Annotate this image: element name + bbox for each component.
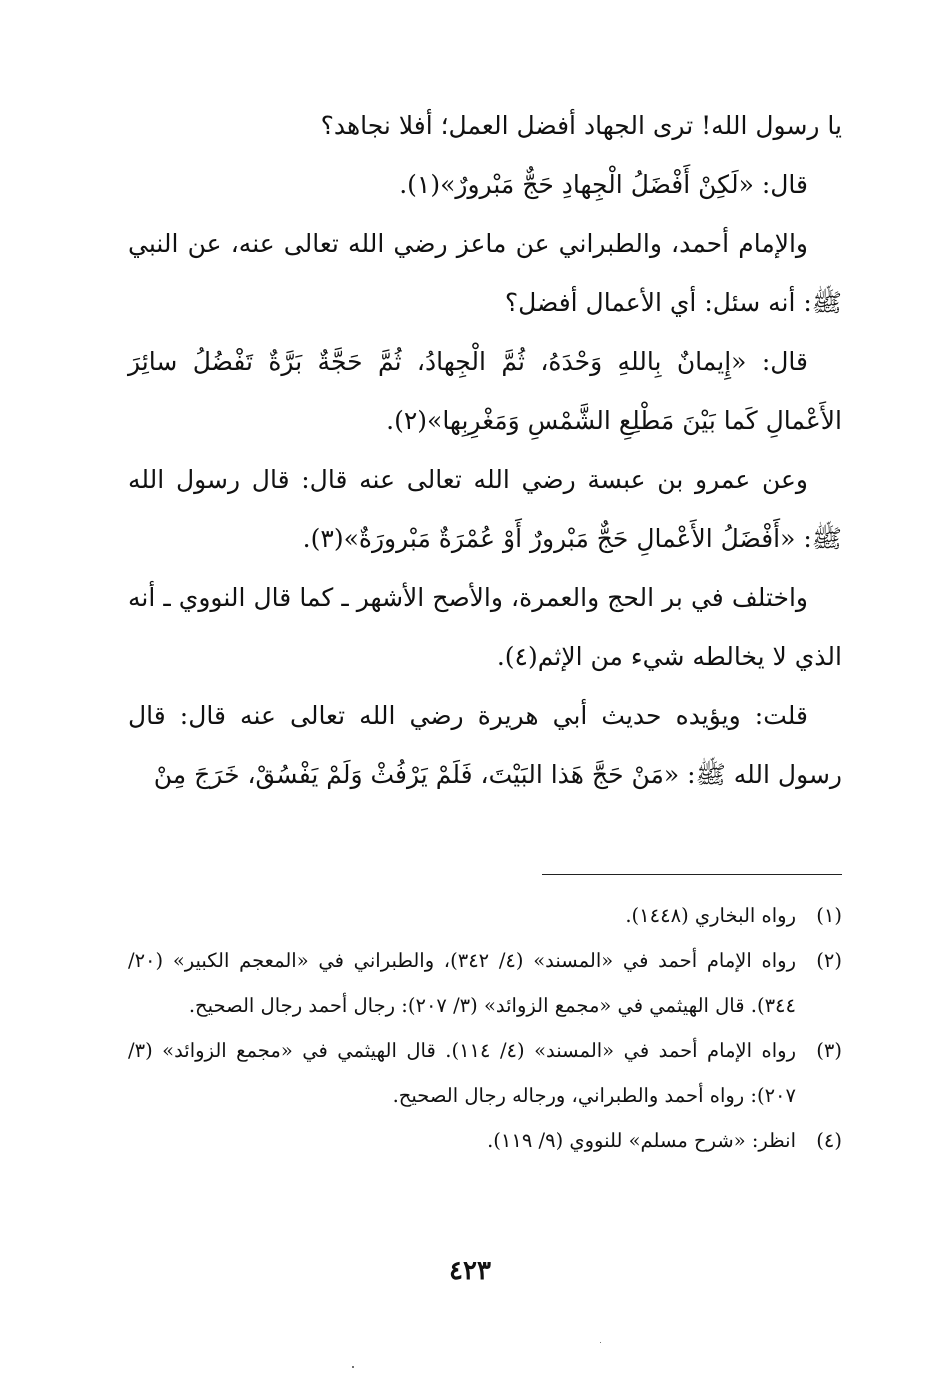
scan-speck [352, 1366, 354, 1368]
footnote-text: رواه الإمام أحمد في «المسند» (٤/ ٣٤٢)، والطبراني في «المعجم الكبير» (٢٠/ ٣٤٤). قال الهيثمي في «مجمع الزوائد» (٣/ ٢٠٧): رجال أحمد رجال الصحيح. [128, 949, 796, 1017]
footnote-text: رواه الإمام أحمد في «المسند» (٤/ ١١٤). قال الهيثمي في «مجمع الزوائد» (٣/ ٢٠٧): رواه أحمد والطبراني، ورجاله رجال الصحيح. [128, 1039, 796, 1107]
main-text [128, 96, 842, 804]
footnote-4 [128, 1118, 842, 1163]
paragraph-6: واختلف في بر الحج والعمرة، والأصح الأشهر ـ كما قال النووي ـ أنه الذي لا يخالطه شيء من الإثم(٤). [128, 583, 842, 671]
footnote-3 [128, 1028, 842, 1118]
paragraph-4: قال: «إِيمانٌ بِاللهِ وَحْدَهُ، ثُمَّ الْجِهادُ، ثُمَّ حَجَّةٌ بَرَّةٌ تَفْضُلُ سائِرَ الأَعْمالِ كَما بَيْنَ مَطْلِعِ الشَّمْسِ وَمَغْرِبِها»(٢). [128, 347, 842, 435]
page-number: ٤٢٣ [449, 1256, 491, 1286]
footnote-text: رواه البخاري (١٤٤٨). [625, 904, 796, 927]
paragraph-5: وعن عمرو بن عبسة رضي الله تعالى عنه قال: قال رسول الله ﷺ: «أَفْضَلُ الأَعْمالِ حَجٌّ مَبْرورٌ أَوْ عُمْرَةٌ مَبْرورَةٌ»(٣). [128, 465, 842, 553]
paragraph-2: قال: «لَكِنْ أَفْضَلُ الْجِهادِ حَجٌّ مَبْرورٌ»(١). [399, 170, 808, 199]
footnote-2 [128, 938, 842, 1028]
footnote-1 [128, 893, 842, 938]
paragraph-7: قلت: ويؤيده حديث أبي هريرة رضي الله تعالى عنه قال: قال رسول الله ﷺ: «مَنْ حَجَّ هَذا البَيْتَ، فَلَمْ يَرْفُثْ وَلَمْ يَفْسُقْ، خَرَجَ مِنْ [128, 701, 842, 789]
footnote-number: (٢) [816, 949, 842, 972]
footnote-number: (١) [816, 904, 842, 927]
paragraph-3: والإمام أحمد، والطبراني عن ماعز رضي الله تعالى عنه، عن النبي ﷺ: أنه سئل: أي الأعمال أفضل؟ [128, 229, 842, 317]
footnote-number: (٤) [816, 1129, 842, 1152]
footnotes [128, 893, 842, 1163]
footnote-text: انظر: «شرح مسلم» للنووي (٩/ ١١٩). [487, 1129, 796, 1152]
paragraph-1: يا رسول الله! ترى الجهاد أفضل العمل؛ أفلا نجاهد؟ [320, 111, 842, 140]
footnote-number: (٣) [816, 1039, 842, 1062]
scan-speck [600, 1342, 601, 1343]
footnote-divider [542, 874, 842, 875]
